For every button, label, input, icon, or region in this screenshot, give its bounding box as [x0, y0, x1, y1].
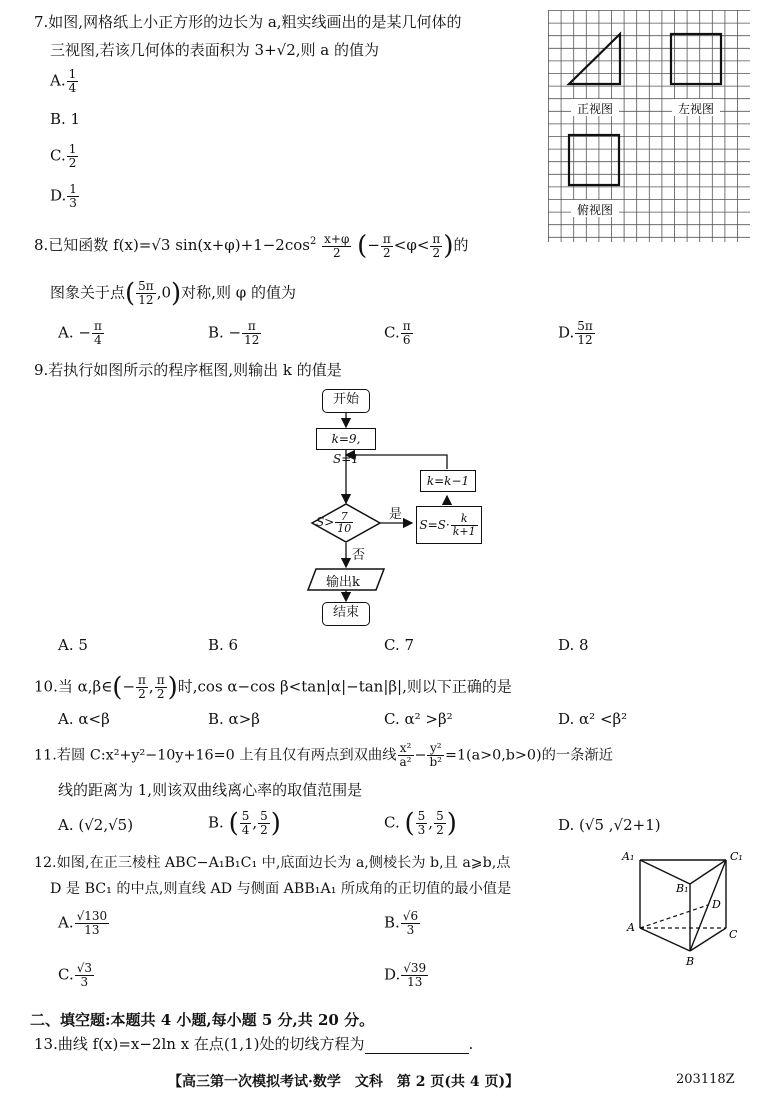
footer-code: 203118Z [676, 1072, 735, 1087]
q10-option-d: D. α² <β² [558, 710, 628, 728]
flowchart-init: k=9, S=1 [316, 428, 376, 450]
front-view-triangle [569, 34, 620, 84]
label-a1: A₁ [622, 850, 635, 863]
flowchart-condition: S> $\frac{7}{10}$ [316, 510, 352, 535]
q12-option-d: D. $\frac{√39}{13}$ [384, 961, 427, 989]
q7-option-b: B. 1 [50, 110, 81, 128]
q7-option-c: C. $\frac{1}{2}$ [50, 142, 77, 170]
top-view-label: 俯视图 [576, 203, 614, 217]
q9-option-d: D. 8 [558, 636, 589, 654]
q12-stem-line1: 12.如图,在正三棱柱 ABC−A₁B₁C₁ 中,底面边长为 a,侧棱长为 b,且 a⩾b,点 [34, 855, 511, 871]
side-view-square [671, 34, 721, 84]
q13-answer-blank [365, 1037, 469, 1054]
q11-option-d: D. (√5 ,√2+1) [558, 816, 661, 834]
q9-option-b: B. 6 [208, 636, 239, 654]
footer-page-info: 【高三第一次模拟考试·数学 文科 第 2 页(共 4 页)】 [168, 1074, 520, 1090]
q12-stem-line2: D 是 BC₁ 的中点,则直线 AD 与侧面 ABB₁A₁ 所成角的正切值的最小值是 [50, 881, 512, 897]
side-view-label: 左视图 [677, 102, 715, 116]
q9-option-c: C. 7 [384, 636, 415, 654]
flowchart-update-s: S=S· $\frac{k}{k+1}$ [416, 506, 482, 544]
q13-stem: 13.曲线 f(x)=x−2ln x 在点(1,1)处的切线方程为 . [34, 1035, 474, 1053]
q7-option-a: A. $\frac{1}{4}$ [50, 67, 77, 95]
q11-option-c: C. ( $\frac{5}{3}$ , $\frac{5}{2}$ ) [384, 808, 457, 839]
label-a: A [627, 921, 635, 934]
q8-option-d: D. $\frac{5\pi}{12}$ [558, 319, 593, 347]
flowchart-yes-label: 是 [389, 507, 403, 522]
q11-stem-line2: 线的距离为 1,则该双曲线离心率的取值范围是 [58, 781, 363, 799]
label-d: D [712, 898, 721, 911]
label-b: B [686, 955, 695, 968]
q12-option-a: A. $\frac{√130}{13}$ [58, 909, 108, 937]
q12-option-b: B. $\frac{√6}{3}$ [384, 909, 419, 937]
three-view-grid-figure [548, 10, 750, 242]
section-2-heading: 二、填空题:本题共 4 小题,每小题 5 分,共 20 分。 [30, 1011, 375, 1029]
q10-option-a: A. α<β [58, 710, 110, 728]
label-b1: B₁ [676, 882, 689, 895]
flowchart-update-k: k=k−1 [420, 470, 476, 492]
flowchart-output: 输出k [326, 575, 360, 590]
flowchart-no-label: 否 [352, 548, 366, 563]
q7-stem-line2: 三视图,若该几何体的表面积为 3+√2,则 a 的值为 [50, 41, 379, 59]
q8-option-b: B. − $\frac{\pi}{12}$ [208, 319, 260, 347]
q7-stem-line1: 7.如图,网格纸上小正方形的边长为 a,粗实线画出的是某几何体的 [34, 13, 462, 31]
q9-option-a: A. 5 [58, 636, 88, 654]
q10-option-b: B. α>β [208, 710, 260, 728]
q12-option-c: C. $\frac{√3}{3}$ [58, 961, 92, 989]
q10-option-c: C. α² >β² [384, 710, 453, 728]
q8-option-a: A. − $\frac{\pi}{4}$ [58, 319, 102, 347]
front-view-label: 正视图 [576, 102, 614, 116]
q11-option-b: B. ( $\frac{5}{4}$ , $\frac{5}{2}$ ) [208, 808, 281, 839]
q8-stem-line2: 图象关于点( $\frac{5\pi}{12}$ ,0)对称,则 φ 的值为 [50, 278, 296, 309]
label-c1: C₁ [730, 850, 743, 863]
q7-option-d: D. $\frac{1}{3}$ [50, 182, 77, 210]
label-c: C [729, 928, 738, 941]
q9-stem: 9.若执行如图所示的程序框图,则输出 k 的值是 [34, 361, 342, 379]
prism-figure [618, 848, 768, 973]
flowchart-start: 开始 [322, 389, 370, 413]
q8-option-c: C. $\frac{\pi}{6}$ [384, 319, 411, 347]
q11-option-a: A. (√2,√5) [58, 816, 134, 834]
q10-stem: 10.当 α,β∈(− $\frac{\pi}{2}$ , $\frac{\pi}{2}$ )时,cos α−cos β<tan|α|−tan|β|,则以下正确的是 [34, 672, 512, 703]
q8-stem-line1: 8.已知函数 f(x)=√3 $\sin(x+\varphi)+1-2\cos^2$ $\frac{x+\varphi}{2}$ (− $\frac{\pi}{2}$ <φ< $\frac{\pi}{2}$ )的 [34, 231, 469, 261]
q11-stem-line1: 11.若圆 C:x²+y²−10y+16=0 上有且仅有两点到双曲线 $\frac{\text{x²}}{\text{a²}}$ − $\frac{\text{y²}}{\text{b²}}$ =1(a>0,b>0)的一条渐近 [34, 741, 614, 769]
flowchart-end: 结束 [322, 602, 370, 626]
